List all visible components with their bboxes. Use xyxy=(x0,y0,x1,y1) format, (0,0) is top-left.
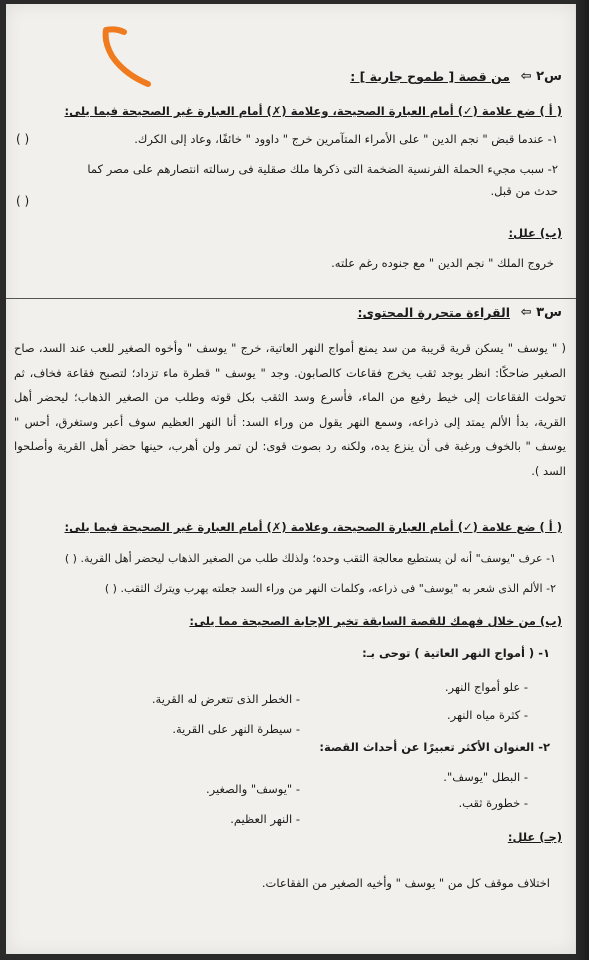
q3-part-a-title: ( أ ) ضع علامة (✓) أمام العبارة الصحيحة، وعلامة (✗) أمام العبارة غير الصحيحة فيما يلى: xyxy=(64,520,562,534)
exam-sheet xyxy=(6,4,576,954)
q3-mcq-2-option-4[interactable]: - النهر العظيم. xyxy=(230,812,300,826)
q2-item-1: ١- عندما قبض " نجم الدين " على الأمراء المتآمرين خرج " داوود " خائفًا، وعاد إلى الكرك. xyxy=(134,132,558,146)
q2-item-2-line2: حدث من قبل. xyxy=(490,184,558,198)
q2-part-a-title: ( أ ) ضع علامة (✓) أمام العبارة الصحيحة، وعلامة (✗) أمام العبارة غير الصحيحة فيما يلى: xyxy=(64,104,562,118)
q3-mcq-1-option-4[interactable]: - سيطرة النهر على القرية. xyxy=(172,722,300,736)
q3-mcq-1-question: ١- ( أمواج النهر العاتية ) توحى بـ: xyxy=(362,646,550,660)
q3-title: القراءة متحررة المحتوى: xyxy=(357,305,510,320)
q3-mcq-1-option-1[interactable]: - علو أمواج النهر. xyxy=(444,680,528,694)
q3-mcq-2-question: ٢- العنوان الأكثر تعبيرًا عن أحداث القصة: xyxy=(319,740,550,754)
q2-item-1-answer[interactable]: ( ) xyxy=(16,132,30,146)
q2-part-b-text: خروج الملك " نجم الدين " مع جنوده رغم علته. xyxy=(331,256,554,270)
q3-part-b-title: (ب) من خلال فهمك للقصة السابقة تخير الإجابة الصحيحة مما يلى: xyxy=(189,614,562,628)
q3-mcq-1-option-3[interactable]: - كثرة مياه النهر. xyxy=(446,708,528,722)
page-edge-shadow xyxy=(575,0,589,960)
section-divider xyxy=(6,298,576,299)
q3-item-2[interactable]: ٢- الألم الذى شعر به "يوسف" فى ذراعه، وكلمات النهر من وراء السد جعلته يهرب ويترك الثقب. ( ) xyxy=(104,582,556,595)
q3-mcq-2-option-3[interactable]: - خطورة ثقب. xyxy=(458,796,528,810)
q3-mcq-2-option-1[interactable]: - البطل "يوسف". xyxy=(443,770,528,784)
q2-item-2-line1: ٢- سبب مجيء الحملة الفرنسية الضخمة التى ذكرها ملك صقلية فى رسالته انتصارهم على مصر كما xyxy=(87,162,558,176)
q3-mcq-2-option-2[interactable]: - "يوسف" والصغير. xyxy=(206,782,300,796)
q3-passage: ( " يوسف " يسكن قرية قريبة من سد يمنع أمواج النهر العاتية، خرج " يوسف " وأخوه الصغير للعب عند السد، صاح الصغير ضاحكًا: انظر يوجد ثقب يخرج فقاعات كالصابون. وجد " يوسف " قطرة ماء تزداد؛ لتصبح فقاعة فخاف، ثم تحولت الفقاعات إلى خيط رفيع من الماء، فأسرع وسد الثقب بكل قوته وطلب من الصغير الذهاب؛ ليحضر أهل القرية، بدأ الألم يمتد إلى ذراعه، وسمع النهر يقول من وراء السد: أنا النهر العظيم سوف أعبر وستغرق، أحس " يوسف " بالخوف ورغبة فى أن ينزع يده، ولكنه رد بصوت قوى: لن تمر ولن أهرب، حينها حضر أهل القرية وأصلحوا السد ). xyxy=(14,341,566,478)
q2-item-2-answer[interactable]: ( ) xyxy=(16,194,30,208)
q2-number: س٢ ⇦ xyxy=(520,69,562,84)
orange-pen-check-mark xyxy=(98,22,158,92)
q2-part-b-label: (ب) علل: xyxy=(508,226,562,240)
q3-item-1[interactable]: ١- عرف "يوسف" أنه لن يستطيع معالجة الثقب وحده؛ ولذلك طلب من الصغير الذهاب ليحضر أهل القرية. ( ) xyxy=(64,552,556,565)
q3-mcq-1-option-2[interactable]: - الخطر الذى تتعرض له القرية. xyxy=(151,692,300,706)
q3-number: س٣ ⇦ xyxy=(520,305,562,320)
q3-part-c-text: اختلاف موقف كل من " يوسف " وأخيه الصغير من الفقاعات. xyxy=(261,876,550,890)
q2-title: من قصة [ طموح جارية ] : xyxy=(350,69,510,84)
q3-part-c-label: (جـ) علل: xyxy=(507,830,562,844)
